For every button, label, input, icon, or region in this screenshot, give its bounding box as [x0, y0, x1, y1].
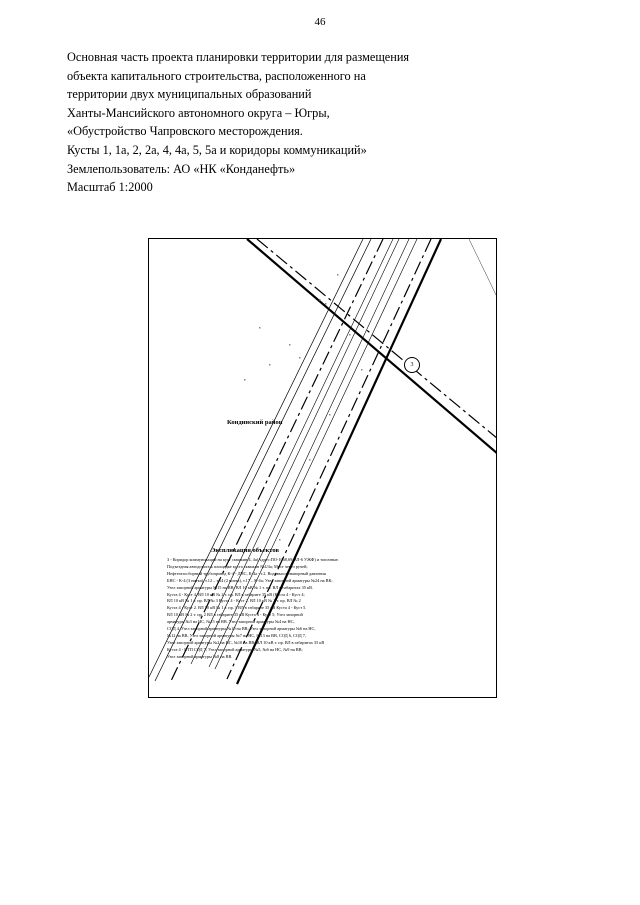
legend-line: Нефтегазосборный трубопровод К-4 - ДНС, К-4а - т.2. Водовысоконапорный давления — [167, 570, 326, 576]
legend-line: ВЛ 10 кВ № 2 т. пр. 2 ВЛ в габарите 35 кВ Куста 4 - Куст 5; Узел запорной — [167, 612, 303, 618]
legend-line: БНС - К-4 (3 нитка), т.12 – т.14 (2 нитка), т.17 – К-4а; Узел запорной арматуры №24 на ВК; — [167, 577, 333, 583]
legend-title: Экспликация объектов — [211, 547, 280, 554]
legend — [167, 547, 427, 661]
map-drawing — [148, 238, 497, 698]
legend-line: Узел запорной арматуры №2 на НС, №10 на ВВ; ВЛ 10 кВ т. пр. ВЛ в габаритах 35 кВ — [167, 639, 325, 645]
legend-line: Куста 4 - КТП СОД 7; Узел запорной арматуры №5, №6 на НС, №9 на ВВ; — [167, 646, 303, 652]
legend-line: ВЛ 10 кВ № 1 т. пр. ВЛ № 3 Куста 4 - Куст 2. ВЛ 10 кВ № 2 т. пр. ВЛ № 2 — [167, 598, 301, 604]
district-label: Кондинский район — [227, 419, 283, 426]
header-line: Кусты 1, 1а, 2, 2а, 4, 4а, 5, 5а и коридоры коммуникаций» — [67, 142, 367, 157]
legend-line: СОД 4. Узел запорной арматуры №10 на ВВ; Узел запорной арматуры №6 на НС, — [167, 626, 316, 632]
header-line: Ханты-Мансийского автономного округа – Югры, — [67, 105, 330, 120]
header-line: Основная часть проекта планировки территории для размещения — [67, 50, 410, 64]
page-number: 46 — [314, 16, 326, 28]
legend-line: 3 - Коридор коммуникаций на куст скважин 4, 4а(Адрес:ПО-1068,69-ВЛ-6 УЖФ) и топочные. — [167, 557, 339, 562]
legend-line: Подъездная автодорога к площадке куста скважин №4/4а; Мост через ручей; — [167, 563, 308, 569]
legend-line: Куста 4 - Куст 4. ВЛ 10 кВ № 2 т. пр. ВЛ в габарите 35 кВ (Куста 4 - Куст 4; — [167, 591, 305, 597]
dashed-line — [257, 239, 497, 439]
header-line: Масштаб 1:2000 — [67, 180, 153, 195]
header-line: «Обустройство Чапровского месторождения. — [67, 124, 303, 139]
legend-line: Узел запорной арматуры №8 на ВВ. — [167, 653, 233, 659]
legend-line: Узел запорной арматуры №15 на ВВ; ВЛ 10 кВ № 1 т. пр. ВЛ в габаритах 35 кВ. — [167, 584, 314, 590]
corridor-marker: 3 — [404, 357, 420, 373]
document-header — [67, 48, 487, 197]
legend-line: №12 на ВВ, Узел запорной арматуры №7 на НС, №13 на ВВ, СОД 6, СОД 7, — [167, 632, 307, 638]
thin-line — [469, 239, 497, 299]
header-line: территории двух муниципальных образований — [67, 87, 312, 102]
legend-line: Куста 4 - Куст 2. ВЛ 10 кВ № 1 т. пр. 1 ВЛ в габарите 35 кВ Куста 4 - Куст 5. — [167, 605, 307, 611]
boundary-line — [247, 239, 497, 454]
terrain-hatching — [244, 274, 363, 541]
header-line: объекта капитального строительства, расположенного на — [67, 68, 366, 83]
header-line: Землепользователь: АО «НК «Конданефть» — [67, 161, 296, 176]
legend-line: арматуры №3 на НС, №15 на ВВ. Узел запорной арматуры №4 на НС, — [167, 619, 295, 625]
